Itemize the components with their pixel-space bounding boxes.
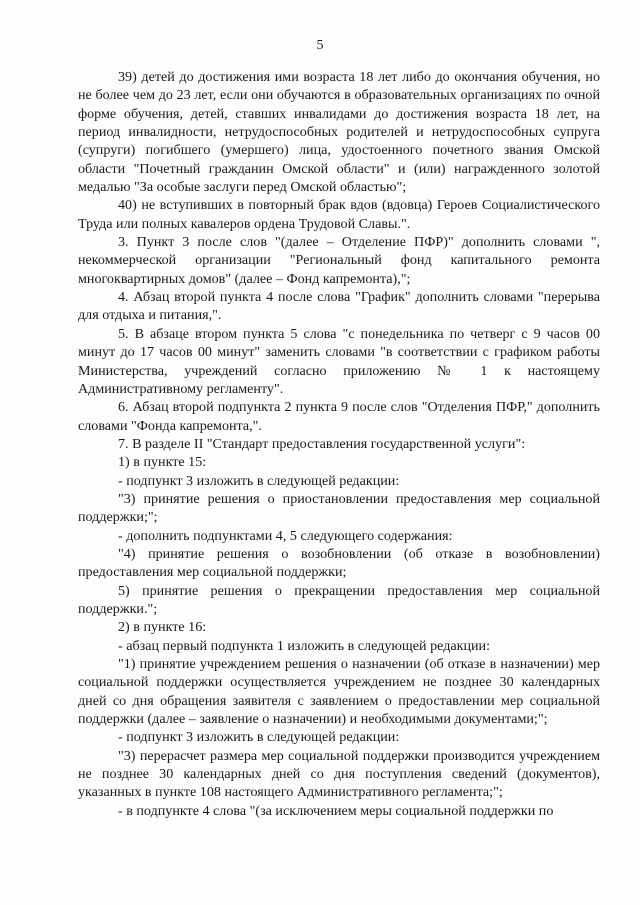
paragraph: - подпункт 3 изложить в следующей редакции:: [118, 472, 400, 489]
paragraph: 5. В абзаце втором пункта 5 слова "с понедельника по четверг с 9 часов 00 минут до 17 часов 00 минут" заменить словами "в соответствии с графиком работы Министерства, учреждений согласно приложению № 1 к настоящему Административному регламенту".: [78, 325, 600, 397]
document-body: [78, 68, 600, 820]
paragraph: 2) в пункте 16:: [118, 619, 207, 636]
paragraph: 39) детей до достижения ими возраста 18 лет либо до окончания обучения, но не более чем до 23 лет, если они обучаются в образовательных организациях по очной форме обучения, детей, ставших инвалидами до достижения возраста 18 лет, на период инвалидности, нетрудоспособных родителей и нетрудоспособных супруга (супруги) погибшего (умершего) лица, удостоенного почетного звания Омской области "Почетный гражданин Омской области" и (или) награжденного золотой медалью "За особые заслуги перед Омской областью";: [78, 69, 600, 196]
paragraph: 5) принятие решения о прекращении предоставления мер социальной поддержки.";: [78, 582, 600, 617]
paragraph: "3) принятие решения о приостановлении предоставления мер социальной поддержки;";: [78, 490, 600, 526]
page-number: 5: [316, 38, 324, 53]
paragraph: 7. В разделе II "Стандарт предоставления государственной услуги":: [118, 435, 526, 452]
paragraph: "1) принятие учреждением решения о назначении (об отказе в назначении) мер социальной поддержки осуществляется учреждением не позднее 30 календарных дней со дня обращения заявителя с заявлением о предоставлении мер социальной поддержки (далее – заявление о назначении) и необходимыми документами;";: [78, 656, 600, 728]
paragraph: - в подпункте 4 слова "(за исключением меры социальной поддержки по: [118, 802, 554, 819]
paragraph: 1) в пункте 15:: [118, 454, 207, 471]
paragraph: - дополнить подпунктами 4, 5 следующего содержания:: [118, 527, 453, 544]
paragraph: - абзац первый подпункта 1 изложить в следующей редакции:: [118, 637, 491, 654]
paragraph: 40) не вступивших в повторный брак вдов (вдовца) Героев Социалистического Труда или полных кавалеров ордена Трудовой Славы.".: [78, 197, 600, 232]
paragraph: - подпункт 3 изложить в следующей редакции:: [118, 729, 400, 746]
paragraph: "4) принятие решения о возобновлении (об отказе в возобновлении) предоставления мер социальной поддержки;: [78, 545, 600, 581]
paragraph: "3) перерасчет размера мер социальной поддержки производится учреждением не позднее 30 календарных дней со дня поступления сведений (документов), указанных в пункте 108 настоящего Административного регламента;";: [78, 747, 600, 801]
paragraph: 6. Абзац второй подпункта 2 пункта 9 после слов "Отделения ПФР," дополнить словами "Фонда капремонта,".: [78, 399, 600, 434]
paragraph: 3. Пункт 3 после слов "(далее – Отделение ПФР)" дополнить словами ", некоммерческой организации "Региональный фонд капитального ремонта многоквартирных домов" (далее – Фонд капремонта),";: [78, 234, 600, 287]
paragraph: 4. Абзац второй пункта 4 после слова "График" дополнить словами "перерыва для отдыха и питания,".: [78, 289, 600, 324]
